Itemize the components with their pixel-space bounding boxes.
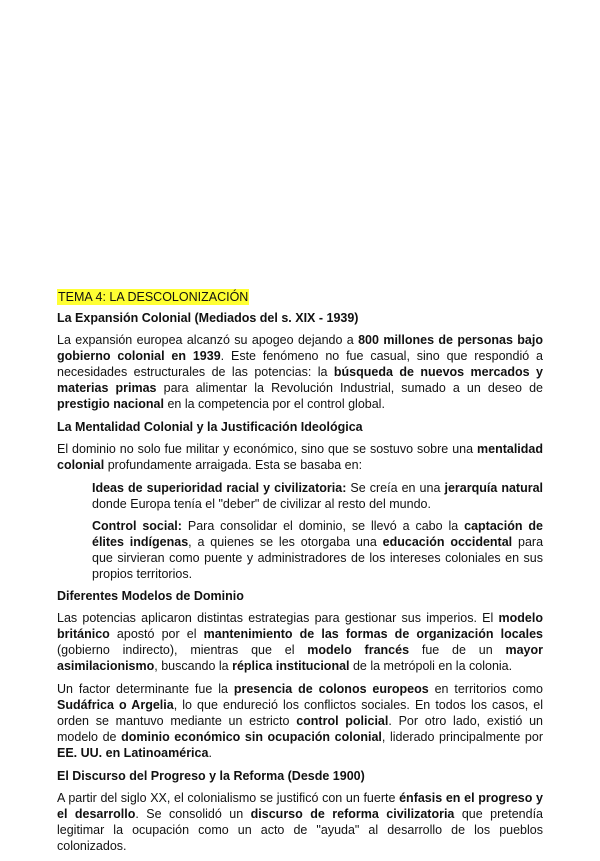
- text-run: Se creía en una: [346, 481, 445, 495]
- body-paragraph: [57, 441, 543, 473]
- bold-run: discurso de reforma civilizatoria: [250, 807, 455, 821]
- text-run: donde Europa tenía el "deber" de civilizar al resto del mundo.: [92, 497, 431, 511]
- bold-run: mentalidad colonial: [57, 442, 543, 472]
- body-paragraph: [57, 681, 543, 761]
- text-run: , lo que endureció los conflictos sociales. En todos los casos, el orden se mantuvo mediante un estricto: [57, 698, 543, 728]
- text-run: para que sirvieran como puente y administradores de los intereses coloniales en sus propios territorios.: [92, 535, 544, 581]
- text-run: en territorios como: [428, 682, 543, 696]
- text-run: para alimentar la Revolución Industrial, sumado a un deseo de: [156, 381, 543, 395]
- bold-run: modelo británico: [57, 611, 543, 641]
- bold-run: modelo francés: [307, 643, 410, 657]
- section-heading: Diferentes Modelos de Dominio: [57, 589, 244, 603]
- body-paragraph: [57, 790, 543, 854]
- body-paragraph: [57, 332, 543, 412]
- text-run: apostó por el: [109, 627, 204, 641]
- bold-run: EE. UU. en Latinoamérica: [57, 746, 209, 760]
- text-run: A partir del siglo XX, el colonialismo se justificó con un fuerte: [57, 791, 400, 805]
- text-run: . Se consolidó un: [135, 807, 251, 821]
- text-run: La expansión europea alcanzó su apogeo dejando a: [57, 333, 359, 347]
- text-run: , a quienes se les otorgaba una: [188, 535, 383, 549]
- section-heading: El Discurso del Progreso y la Reforma (Desde 1900): [57, 769, 365, 783]
- text-run: . Este fenómeno no fue casual, sino que respondió a necesidades estructurales de las potencias: la: [57, 349, 543, 379]
- bold-run: presencia de colonos europeos: [233, 682, 429, 696]
- bold-run: educación occidental: [382, 535, 513, 549]
- text-run: .: [208, 746, 212, 760]
- text-run: Para consolidar el dominio, se llevó a cabo la: [181, 519, 465, 533]
- bold-run: mantenimiento de las formas de organización locales: [203, 627, 544, 641]
- text-run: Las potencias aplicaron distintas estrategias para gestionar sus imperios. El: [57, 611, 499, 625]
- bold-run: dominio económico sin ocupación colonial: [121, 730, 382, 744]
- text-run: profundamente arraigada. Esta se basaba en:: [104, 458, 363, 472]
- bold-run: 800 millones de personas bajo gobierno colonial en 1939: [57, 333, 543, 363]
- text-run: fue de un: [409, 643, 506, 657]
- page-title: TEMA 4: LA DESCOLONIZACIÓN: [58, 290, 249, 304]
- text-run: , liderado principalmente por: [381, 730, 543, 744]
- text-run: que pretendía legitimar la ocupación como un acto de "ayuda" al desarrollo de los pueblos colonizados.: [57, 807, 543, 853]
- text-run: (gobierno indirecto), mientras que el: [57, 643, 308, 657]
- bold-run: jerarquía natural: [444, 481, 543, 495]
- bold-run: búsqueda de nuevos mercados y materias primas: [57, 365, 543, 395]
- section-heading: La Expansión Colonial (Mediados del s. XIX - 1939): [57, 311, 359, 325]
- section-heading: La Mentalidad Colonial y la Justificación Ideológica: [57, 420, 363, 434]
- bold-run: réplica institucional: [232, 659, 350, 673]
- bold-run: captación de élites indígenas: [92, 519, 543, 549]
- text-run: en la competencia por el control global.: [163, 397, 385, 411]
- bullet-paragraph: [92, 480, 543, 512]
- body-paragraph: [57, 610, 543, 674]
- document-body: [57, 288, 543, 861]
- bold-run: control policial: [296, 714, 389, 728]
- text-run: de la metrópoli en la colonia.: [349, 659, 513, 673]
- bold-run: mayor asimilacionismo: [57, 643, 544, 673]
- text-run: . Por otro lado, existió un modelo de: [57, 714, 543, 744]
- text-run: , buscando la: [154, 659, 233, 673]
- bold-run: Sudáfrica o Argelia: [57, 698, 174, 712]
- bold-run: prestigio nacional: [57, 397, 164, 411]
- text-run: Un factor determinante fue la: [57, 682, 234, 696]
- bold-run: énfasis en el progreso y el desarrollo: [57, 791, 543, 821]
- bold-run: Control social:: [92, 519, 182, 533]
- text-run: El dominio no solo fue militar y económico, sino que se sostuvo sobre una: [57, 442, 477, 456]
- bold-run: Ideas de superioridad racial y civilizatoria:: [92, 481, 347, 495]
- bullet-paragraph: [92, 518, 543, 582]
